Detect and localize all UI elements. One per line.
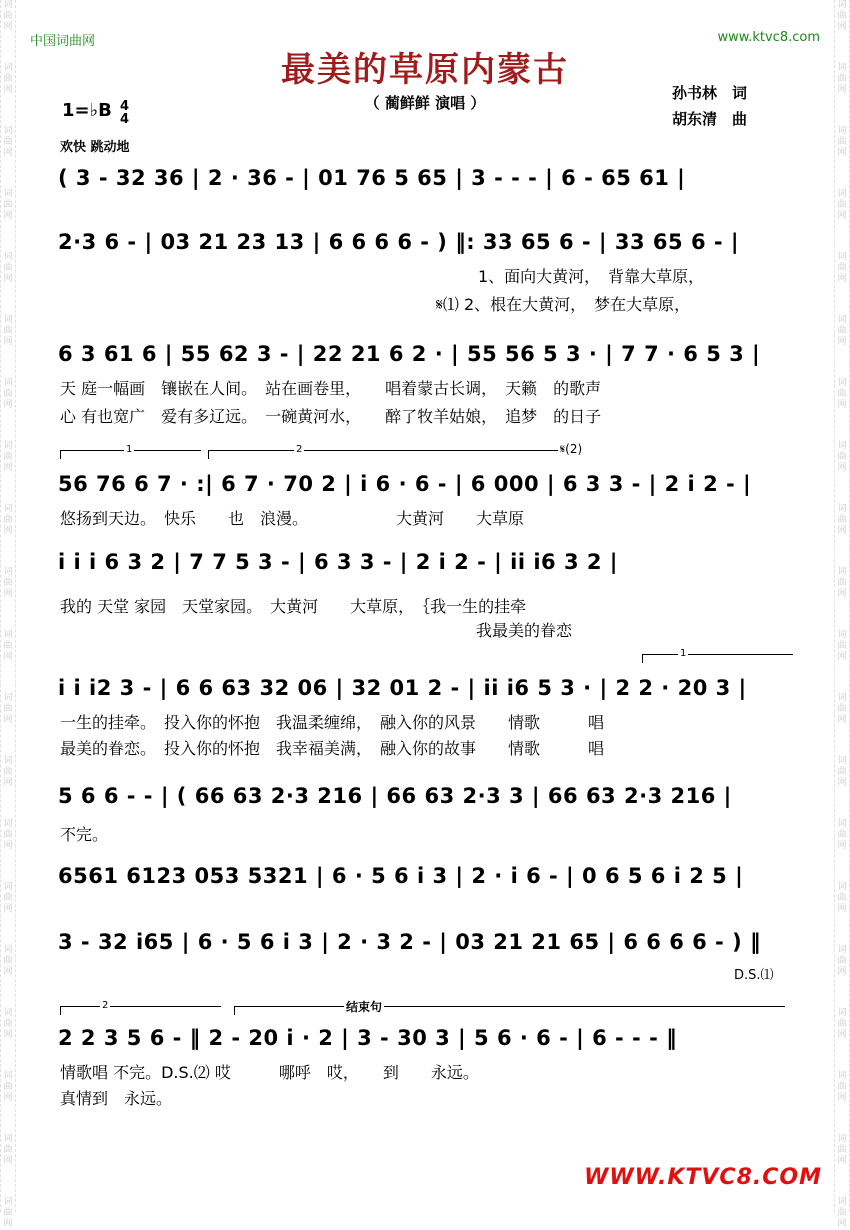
notation-line: 56 76 6 7 · :| 6 7 · 70 2 | i 6 · 6 - | 6 000 | 6 3 3 - | 2 i 2 - | [58,472,752,496]
composer-credit: 胡东清 曲 [672,110,748,128]
singer-credit: （ 蔺鲜鲜 演唱 ） [364,94,486,112]
lyric-verse-2: 𝄋⑴ 2、根在大黄河， 梦在大草原， [436,295,691,314]
notation-line: i i i2 3 - | 6 6 63 32 06 | 32 01 2 - | ii i6 5 3 · | 2 2 · 20 3 | [58,676,747,700]
site-url-link[interactable]: www.ktvc8.com [717,30,820,45]
score-system-10 [58,998,798,1108]
score-system-8 [58,864,798,904]
lyric-verse-2: 我最美的眷恋 [60,621,573,640]
time-signature [120,100,129,126]
time-sig-bottom: 4 [120,112,130,127]
notation-line: 6 3 61 6 | 55 62 3 - | 22 21 6 2 · | 55 56 5 3 · | 7 7 · 6 5 3 | [58,342,761,366]
volta-bracket-2 [60,1006,221,1015]
lyric-verse-1: 不完。 [60,825,109,844]
coda-bracket [234,1006,785,1015]
coda-label: 结束句 [346,1000,383,1014]
volta-number: 2 [296,444,303,455]
score-system-7 [58,784,798,844]
lyric-verse-2: 最美的眷恋。 投入你的怀抱 我幸福美满， 融入你的故事 情歌 唱 [60,739,605,758]
lyric-verse-1: 悠扬到天边。 快乐 也 浪漫。 大黄河 大草原 [60,509,525,528]
song-title: 最美的草原内蒙古 [281,50,569,90]
volta-bracket-1 [642,654,793,663]
volta-number: 1 [680,648,687,659]
notation-line: 5 6 6 - - | ( 66 63 2·3 216 | 66 63 2·3 3 | 66 63 2·3 216 | [58,784,732,808]
lyric-verse-2: 真情到 永远。 [60,1089,173,1108]
lyric-verse-2: 心 有也宽广 爱有多辽远。 一碗黄河水， 醉了牧羊姑娘， 追梦 的日子 [60,407,602,426]
score-system-6 [58,650,798,760]
time-sig-top: 4 [120,99,130,114]
score-system-9 [58,930,798,990]
score-system-1 [58,166,798,206]
score-system-3 [58,342,798,432]
notation-line: ( 3 - 32 36 | 2 · 36 - | 01 76 5 65 | 3 - - - | 6 - 65 61 | [58,166,686,190]
site-logo[interactable]: WWW.KTVC8.COM [584,1165,822,1190]
notation-line: 6561 6123 053 5321 | 6 · 5 6 i 3 | 2 · i 6 - | 0 6 5 6 i 2 5 | [58,864,744,888]
segno-mark: 𝄋(2) [560,442,583,456]
lyric-verse-1: 我的 天堂 家园 天堂家园。 大黄河 大草原， ｛我一生的挂牵 [60,597,527,616]
lyricist-credit: 孙书林 词 [672,84,748,102]
notation-line: 2·3 6 - | 03 21 23 13 | 6 6 6 6 - ) ‖: 33 65 6 - | 33 65 6 - | [58,230,740,254]
tempo-marking: 欢快 跳动地 [60,140,130,155]
site-name-link[interactable]: 中国词曲网 [30,34,96,49]
score-system-5 [58,550,798,640]
volta-number: 1 [126,444,133,455]
notation-line: i i i 6 3 2 | 7 7 5 3 - | 6 3 3 - | 2 i 2 - | ii i6 3 2 | [58,550,618,574]
lyric-verse-1: 1、面向大黄河， 背靠大草原， [478,267,705,286]
volta-number: 2 [102,1000,109,1011]
volta-bracket-2 [208,450,559,459]
lyric-verse-1: 一生的挂牵。 投入你的怀抱 我温柔缠绵， 融入你的风景 情歌 唱 [60,713,605,732]
score-system-4 [58,442,798,532]
notation-line: 3 - 32 i65 | 6 · 5 6 i 3 | 2 · 3 2 - | 03 21 21 65 | 6 6 6 6 - ) ‖ [58,930,761,954]
notation-line: 2 2 3 5 6 - ‖ 2 - 20 i · 2 | 3 - 30 3 | 5 6 · 6 - | 6 - - - ‖ [58,1026,678,1050]
lyric-verse-1: 情歌唱 不完。D.S.⑵ 哎 哪呼 哎， 到 永远。 [60,1063,479,1082]
right-watermark-strip: 词曲网 词曲网 词曲网 词曲网 词曲网 词曲网 词曲网 词曲网 词曲网 词曲网 词曲网 词曲网 词曲网 词曲网 词曲网 词曲网 词曲网 词曲网 词曲网 词曲网 [834,0,850,1212]
key-signature: 1=♭B [62,100,112,121]
lyric-verse-1: 天 庭一幅画 镶嵌在人间。 站在画卷里， 唱着蒙古长调， 天籁 的歌声 [60,379,602,398]
score-system-2 [58,230,798,320]
da-segno-mark: D.S.⑴ [734,968,774,983]
left-watermark-strip: 词曲网 词曲网 词曲网 词曲网 词曲网 词曲网 词曲网 词曲网 词曲网 词曲网 词曲网 词曲网 词曲网 词曲网 词曲网 词曲网 词曲网 词曲网 词曲网 词曲网 [0,0,16,1212]
